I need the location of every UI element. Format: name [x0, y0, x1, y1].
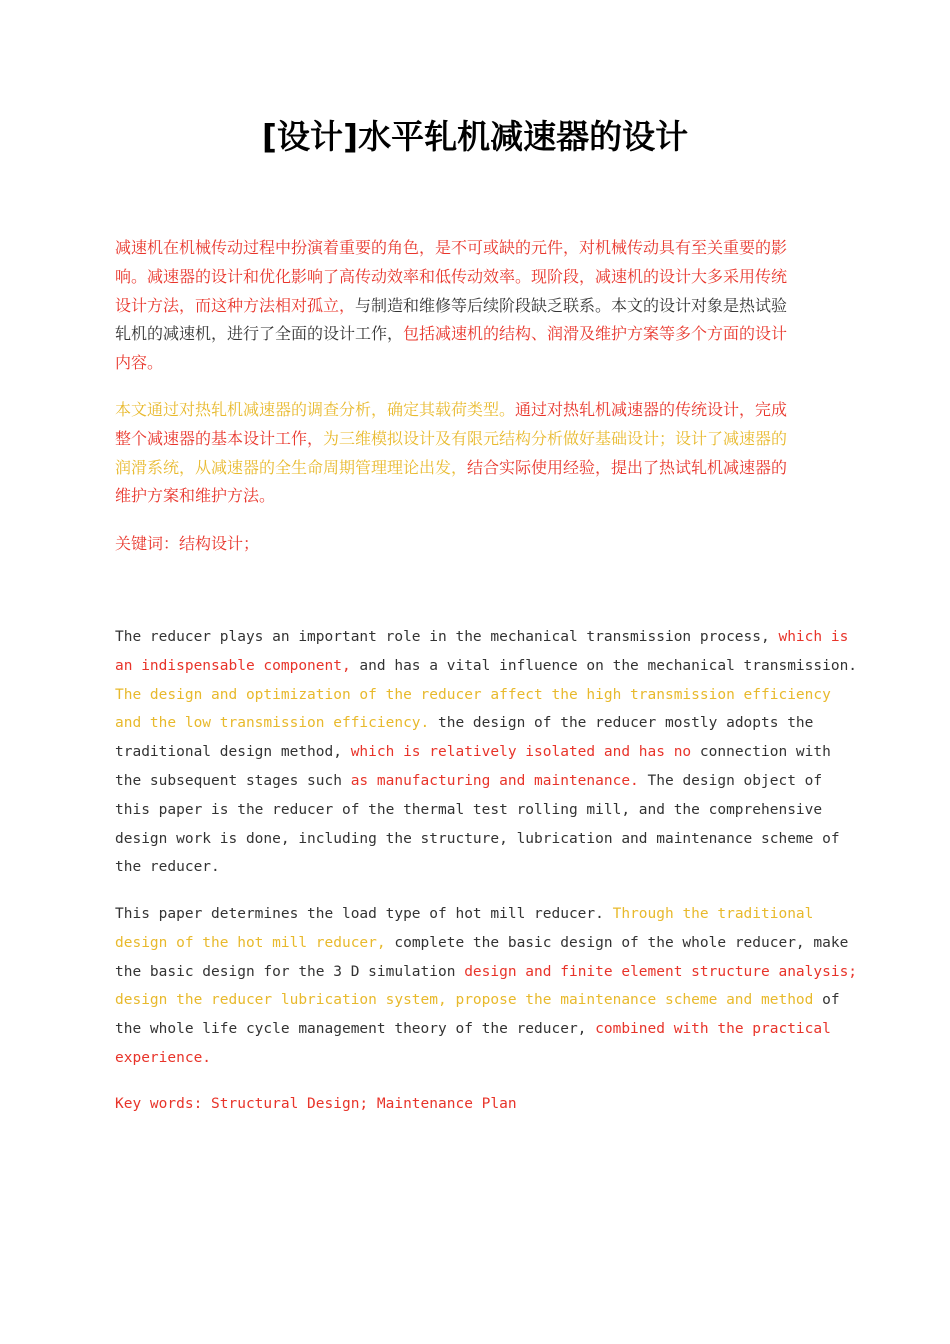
document-title: [设计]水平轧机减速器的设计 — [261, 117, 689, 156]
text-line — [115, 767, 835, 796]
text-line — [115, 652, 858, 681]
text-run: 润滑系统，从减速器的全生命周期管理理论出发， — [115, 457, 468, 477]
abstract-en-paragraph-1 — [115, 623, 858, 882]
text-run: Through the traditional — [612, 906, 814, 922]
text-line — [115, 986, 840, 1015]
text-line — [115, 825, 840, 854]
text-run: combined with the practical — [595, 1021, 831, 1038]
text-line — [115, 349, 835, 378]
text-run: The design and optimization of the reducer affect the high transmission efficiency — [115, 686, 831, 703]
text-run: 与制造和维修等后续阶段缺乏联系。本文的设计对象是热试验 — [355, 295, 788, 315]
text-run: design of the hot mill reducer, — [115, 934, 386, 951]
text-run: traditional design method, — [115, 744, 351, 761]
text-run: as manufacturing and maintenance. — [350, 772, 639, 789]
text-line — [115, 530, 835, 559]
text-line — [115, 234, 835, 263]
abstract-cn-paragraph-1 — [115, 234, 835, 378]
text-run: of — [813, 992, 840, 1009]
text-line — [115, 958, 858, 987]
text-run: 轧机的减速机，进行了全面的设计工作， — [115, 324, 404, 344]
text-run: the basic design for the 3 D simulation — [115, 963, 465, 980]
text-run: 减速机在机械传动过程中扮演着重要的角色，是不可或缺的元件，对机械传动具有至关重要的影 — [115, 238, 788, 257]
text-run: and has a vital influence on the mechanical transmission. — [350, 657, 858, 674]
text-line — [115, 681, 835, 710]
text-run: design work is done, including the structure, lubrication and maintenance scheme of — [115, 830, 840, 847]
text-run: the whole life cycle management theory of the reducer, — [115, 1021, 596, 1038]
abstract-cn-paragraph-2 — [115, 396, 835, 511]
text-run: This paper determines the load type of hot mill reducer. — [115, 906, 613, 922]
text-run: The reducer plays an important role in the mechanical transmission process, — [115, 629, 779, 645]
text-run: complete the basic design of the whole reducer, make — [385, 934, 849, 951]
text-line — [115, 1015, 835, 1044]
text-line — [115, 263, 835, 292]
text-run: 响。减速器的设计和优化影响了高传动效率和低传动效率。现阶段，减速机的设计大多采用传统 — [115, 266, 788, 286]
text-line — [115, 853, 835, 882]
text-run: and the low transmission efficiency. — [115, 715, 430, 732]
text-run: which is — [778, 629, 849, 645]
text-run: an indispensable component, — [115, 657, 351, 674]
text-line — [115, 482, 835, 511]
text-run: The design object of — [638, 772, 823, 789]
text-run: the subsequent stages such — [115, 772, 351, 789]
text-line — [115, 796, 835, 825]
text-run: 为三维模拟设计及有限元结构分析做好基础设计；设计了减速器的 — [323, 428, 788, 448]
text-run: design and finite element structure analysis; — [464, 963, 858, 980]
text-run: 本文通过对热轧机减速器的调查分析，确定其载荷类型。 — [115, 400, 516, 419]
text-line — [115, 292, 835, 321]
keywords-cn — [115, 530, 835, 559]
keywords-en — [115, 1090, 835, 1119]
text-run: which is relatively isolated and has no — [350, 744, 692, 761]
text-run: 包括减速机的结构、润滑及维护方案等多个方面的设计 — [403, 324, 788, 344]
text-line — [115, 929, 849, 958]
text-run: 内容。 — [115, 353, 164, 373]
text-run: connection with — [691, 744, 831, 761]
text-run: this paper is the reducer of the thermal test rolling mill, and the comprehensive — [115, 801, 823, 818]
text-run: 关键词：结构设计； — [115, 534, 260, 553]
text-run: the design of the reducer mostly adopts the — [429, 715, 814, 732]
text-run: the reducer. — [115, 859, 220, 876]
text-run: Key words: Structural Design; Maintenance Plan — [115, 1096, 517, 1112]
text-line — [115, 623, 849, 652]
text-run: 通过对热轧机减速器的传统设计，完成 — [515, 400, 788, 419]
text-line — [115, 396, 835, 425]
text-run: design the reducer lubrication system, propose the maintenance scheme and method — [115, 992, 814, 1009]
text-line — [115, 900, 835, 929]
text-run: 结合实际使用经验，提出了热试轧机减速器的 — [467, 457, 788, 477]
text-line — [115, 709, 835, 738]
text-run: 设计方法，而这种方法相对孤立， — [115, 295, 356, 315]
text-line — [115, 425, 835, 454]
text-line — [115, 1090, 835, 1119]
text-line — [115, 320, 835, 349]
text-line — [115, 454, 835, 483]
text-run: 整个减速器的基本设计工作， — [115, 428, 324, 448]
text-run: 维护方案和维护方法。 — [115, 486, 276, 506]
text-line — [115, 738, 835, 767]
abstract-en-paragraph-2 — [115, 900, 858, 1073]
text-line — [115, 1044, 835, 1073]
text-run: experience. — [115, 1049, 212, 1066]
